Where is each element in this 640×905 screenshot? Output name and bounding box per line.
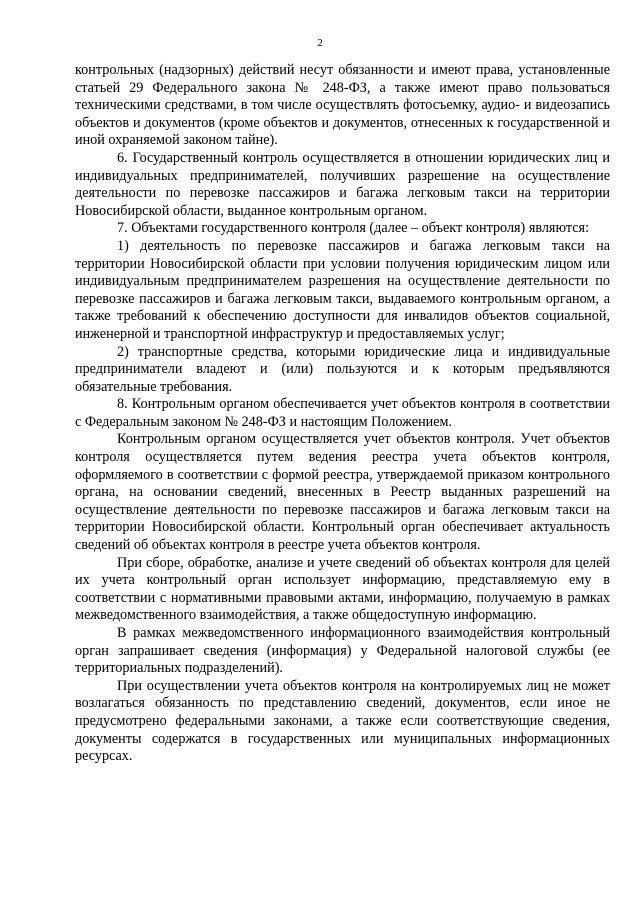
paragraph-interagency: В рамках межведомственного информационного взаимодействия контрольный орган запрашивает сведения (информация) у Федеральной налоговой службы (ее территориальных подразделений). <box>75 625 610 677</box>
page-number: 2 <box>317 37 323 49</box>
paragraph-data-collection: При сборе, обработке, анализе и учете сведений об объектах контроля для целей их учета контрольный орган использует информацию, представляемую ему в соответствии с нормативными правовыми актами, информацию, получаемую в рамках межведомственного взаимодействия, а также общедоступную информацию. <box>75 554 610 624</box>
paragraph-continuation: контрольных (надзорных) действий несут обязанности и имеют права, установленные статьей 29 Федерального закона № 248-ФЗ, а также имеют право пользоваться техническими средствами, в том числе осуществлять фотосъемку, аудио- и видеозапись объектов и документов (кроме объектов и документов, отнесенных к государственной и иной охраняемой законом тайне). <box>75 62 610 149</box>
paragraph-subitem-2: 2) транспортные средства, которыми юридические лица и индивидуальные предприниматели владеют и (или) пользуются и к которым предъявляются обязательные требования. <box>75 343 610 395</box>
paragraph-item-7: 7. Объектами государственного контроля (далее – объект контроля) являются: <box>117 220 590 237</box>
paragraph-accounting: Контрольным органом осуществляется учет объектов контроля. Учет объектов контроля осуществляется путем ведения реестра учета объектов контроля, оформляемого в соответствии с формой реестра, утверждаемой приказом контрольного органа, на основании сведений, внесенных в Реестр выданных разрешений на осуществление деятельности по перевозке пассажиров и багажа легковым такси на территории Новосибирской области. Контрольный орган обеспечивает актуальность сведений об объектах контроля в реестре учета объектов контроля. <box>75 431 610 554</box>
paragraph-item-8: 8. Контрольным органом обеспечивается учет объектов контроля в соответствии с Федеральным законом № 248-ФЗ и настоящим Положением. <box>75 396 610 430</box>
paragraph-subitem-1: 1) деятельность по перевозке пассажиров и багажа легковым такси на территории Новосибирской области при условии получения юридическим лицом или индивидуальным предпринимателем разрешения на осуществление деятельности по перевозке пассажиров и багажа легковым такси, выдаваемого контрольным органом, а также требований к обеспечению доступности для инвалидов объектов социальной, инженерной и транспортной инфраструктур и предоставляемых услуг; <box>75 237 610 342</box>
paragraph-item-6: 6. Государственный контроль осуществляется в отношении юридических лиц и индивидуальных предпринимателей, получивших разрешение на осуществление деятельности по перевозке пассажиров и багажа легковым такси на территории Новосибирской области, выданное контрольным органом. <box>75 149 610 219</box>
paragraph-obligations: При осуществлении учета объектов контроля на контролируемых лиц не может возлагаться обязанность по представлению сведений, документов, если иное не предусмотрено федеральными законами, а также если соответствующие сведения, документы содержатся в государственных или муниципальных информационных ресурсах. <box>75 677 610 765</box>
document-body <box>75 62 610 766</box>
